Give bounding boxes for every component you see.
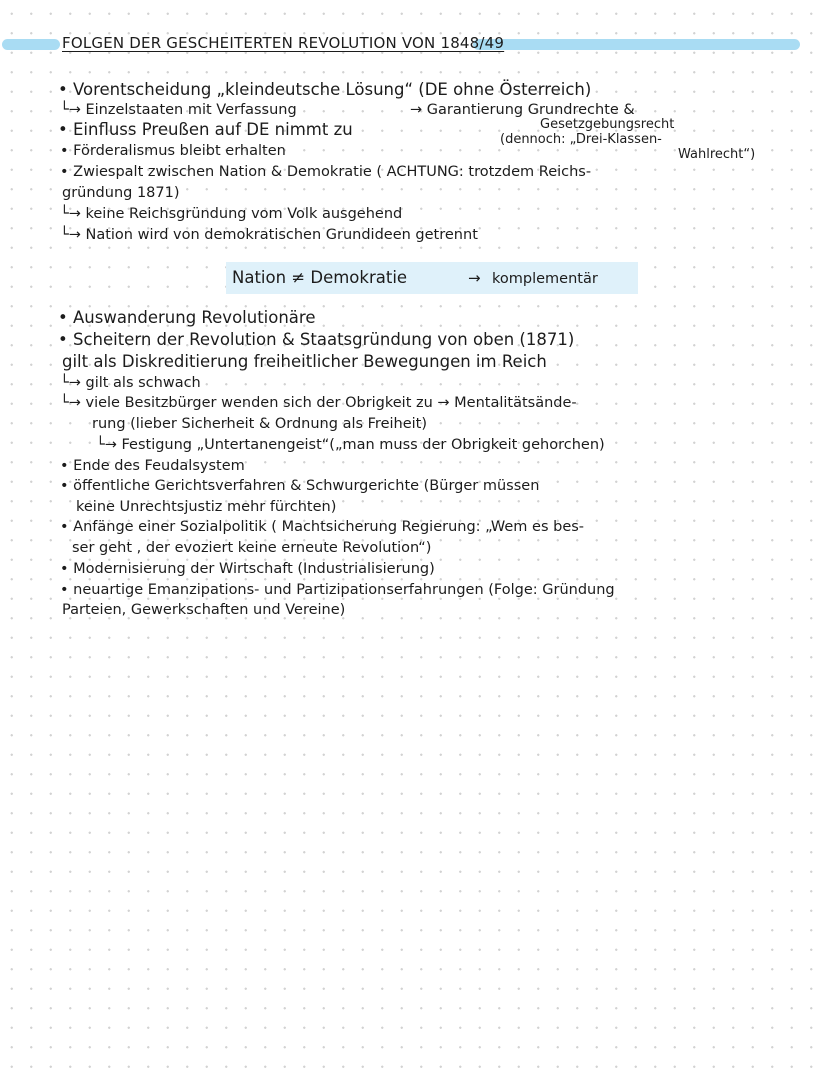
title-highlight-right — [473, 39, 800, 50]
note-line: rung (lieber Sicherheit & Ordnung als Freiheit) — [92, 416, 428, 432]
note-line: • Vorentscheidung „kleindeutsche Lösung“ (DE ohne Österreich) — [58, 80, 592, 99]
note-line: • Scheitern der Revolution & Staatsgründung von oben (1871) — [58, 330, 575, 349]
note-line: • Förderalismus bleibt erhalten — [60, 143, 286, 159]
note-line: • Auswanderung Revolutionäre — [58, 308, 316, 327]
highlight-text: Nation ≠ Demokratie — [232, 268, 408, 287]
note-line: └→ keine Reichsgründung vom Volk ausgehend — [60, 206, 403, 222]
note-line: └→ Nation wird von demokratischen Grundideen getrennt — [60, 227, 478, 243]
title-highlight-left — [2, 39, 60, 50]
note-line: gilt als Diskreditierung freiheitlicher Bewegungen im Reich — [62, 352, 547, 371]
note-line: • neuartige Emanzipations- und Partizipationserfahrungen (Folge: Gründung — [60, 582, 615, 598]
note-line: Wahlrecht“) — [678, 147, 756, 162]
note-line: • Zwiespalt zwischen Nation & Demokratie ( ACHTUNG: trotzdem Reichs- — [60, 164, 592, 180]
page-title: FOLGEN DER GESCHEITERTEN REVOLUTION VON 1848/49 — [62, 34, 505, 52]
note-line: • Einfluss Preußen auf DE nimmt zu — [58, 120, 353, 139]
note-line: └→ Festigung „Untertanengeist“(„man muss der Obrigkeit gehorchen) — [96, 437, 605, 453]
note-line: • öffentliche Gerichtsverfahren & Schwurgerichte (Bürger müssen — [60, 478, 540, 494]
arrow-icon: → — [468, 269, 481, 287]
note-line: • Anfänge einer Sozialpolitik ( Machtsicherung Regierung: „Wem es bes- — [60, 519, 585, 535]
note-line: └→ viele Besitzbürger wenden sich der Obrigkeit zu → Mentalitätsände- — [60, 395, 577, 411]
highlight-result: komplementär — [492, 271, 598, 287]
note-line: gründung 1871) — [62, 185, 180, 201]
note-line: └→ gilt als schwach — [60, 375, 201, 391]
note-line: (dennoch: „Drei-Klassen- — [500, 132, 662, 147]
note-line: • Modernisierung der Wirtschaft (Industrialisierung) — [60, 561, 435, 577]
note-line: Gesetzgebungsrecht — [540, 117, 675, 132]
note-line: • Ende des Feudalsystem — [60, 458, 245, 474]
note-line: └→ Einzelstaaten mit Verfassung — [60, 102, 297, 118]
note-line: keine Unrechtsjustiz mehr fürchten) — [76, 499, 337, 515]
note-line: Parteien, Gewerkschaften und Vereine) — [62, 602, 346, 618]
note-line: ser geht , der evoziert keine erneute Revolution“) — [72, 540, 432, 556]
note-line: → Garantierung Grundrechte & — [410, 102, 635, 118]
title-bar — [0, 36, 800, 54]
